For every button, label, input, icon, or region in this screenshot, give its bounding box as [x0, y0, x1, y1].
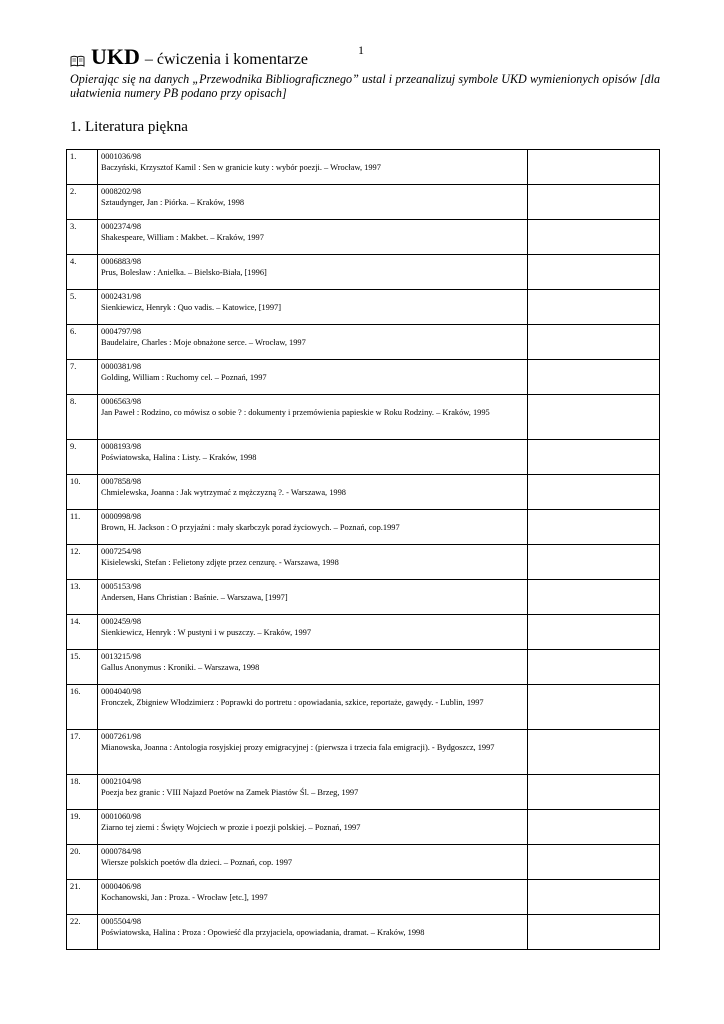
table-row: [67, 440, 660, 475]
record-bibliographic-description: Golding, William : Ruchomy cel. – Poznań, 1997: [101, 373, 267, 383]
record-id: 0000381/98: [101, 362, 142, 371]
record-description-cell: [98, 185, 528, 220]
record-number: 12.: [67, 545, 98, 580]
record-number: 19.: [67, 810, 98, 845]
table-row: [67, 880, 660, 915]
record-description-cell: [98, 325, 528, 360]
record-description-cell: [98, 545, 528, 580]
record-bibliographic-description: Jan Paweł : Rodzino, co mówisz o sobie ? : dokumenty i przemówienia papieskie w Roku Rodziny. – Kraków, 1995: [101, 408, 490, 418]
table-row: [67, 395, 660, 440]
record-description-cell: [98, 395, 528, 440]
ukd-answer-cell: [528, 150, 660, 185]
record-bibliographic-description: Prus, Bolesław : Anielka. – Bielsko-Biała, [1996]: [101, 268, 267, 278]
title-subtitle: – ćwiczenia i komentarze: [144, 51, 308, 68]
record-bibliographic-description: Gallus Anonymus : Kroniki. – Warszawa, 1998: [101, 663, 260, 673]
table-row: [67, 775, 660, 810]
record-description-cell: [98, 880, 528, 915]
record-id: 0002104/98: [101, 777, 142, 786]
table-row: [67, 810, 660, 845]
record-bibliographic-description: Baudelaire, Charles : Moje obnażone serce. – Wrocław, 1997: [101, 338, 306, 348]
record-id: 0006883/98: [101, 257, 142, 266]
record-number: 9.: [67, 440, 98, 475]
record-id: 0007254/98: [101, 547, 142, 556]
record-number: 10.: [67, 475, 98, 510]
record-bibliographic-description: Poezja bez granic : VIII Najazd Poetów na Zamek Piastów Śl. – Brzeg, 1997: [101, 788, 359, 798]
record-number: 15.: [67, 650, 98, 685]
record-description-cell: [98, 255, 528, 290]
ukd-answer-cell: [528, 360, 660, 395]
ukd-answer-cell: [528, 255, 660, 290]
record-description-cell: [98, 150, 528, 185]
ukd-answer-cell: [528, 730, 660, 775]
ukd-answer-cell: [528, 510, 660, 545]
ukd-answer-cell: [528, 545, 660, 580]
record-id: 0007261/98: [101, 732, 142, 741]
record-description-cell: [98, 360, 528, 395]
record-number: 21.: [67, 880, 98, 915]
record-number: 18.: [67, 775, 98, 810]
record-number: 3.: [67, 220, 98, 255]
record-id: 0000406/98: [101, 882, 142, 891]
record-description-cell: [98, 810, 528, 845]
record-description-cell: [98, 475, 528, 510]
record-id: 0001036/98: [101, 152, 142, 161]
table-row: [67, 360, 660, 395]
record-id: 0008202/98: [101, 187, 142, 196]
record-id: 0002431/98: [101, 292, 142, 301]
record-number: 8.: [67, 395, 98, 440]
record-bibliographic-description: Sienkiewicz, Henryk : Quo vadis. – Katowice, [1997]: [101, 303, 282, 313]
table-row: [67, 845, 660, 880]
record-description-cell: [98, 915, 528, 950]
record-description-cell: [98, 290, 528, 325]
table-row: [67, 615, 660, 650]
record-bibliographic-description: Chmielewska, Joanna : Jak wytrzymać z mężczyzną ?. - Warszawa, 1998: [101, 488, 346, 498]
record-number: 22.: [67, 915, 98, 950]
record-id: 0000784/98: [101, 847, 142, 856]
record-id: 0004040/98: [101, 687, 142, 696]
record-description-cell: [98, 730, 528, 775]
record-bibliographic-description: Andersen, Hans Christian : Baśnie. – Warszawa, [1997]: [101, 593, 288, 603]
record-description-cell: [98, 580, 528, 615]
record-bibliographic-description: Baczyński, Krzysztof Kamil : Sen w granicie kuty : wybór poezji. – Wrocław, 1997: [101, 163, 381, 173]
ukd-answer-cell: [528, 845, 660, 880]
record-number: 11.: [67, 510, 98, 545]
record-id: 0002374/98: [101, 222, 142, 231]
ukd-answer-cell: [528, 775, 660, 810]
ukd-answer-cell: [528, 440, 660, 475]
table-row: [67, 650, 660, 685]
ukd-answer-cell: [528, 290, 660, 325]
ukd-answer-cell: [528, 810, 660, 845]
page-title: [70, 44, 308, 72]
record-number: 16.: [67, 685, 98, 730]
record-number: 7.: [67, 360, 98, 395]
record-id: 0004797/98: [101, 327, 142, 336]
record-number: 6.: [67, 325, 98, 360]
record-number: 4.: [67, 255, 98, 290]
record-number: 1.: [67, 150, 98, 185]
record-id: 0005504/98: [101, 917, 142, 926]
record-description-cell: [98, 685, 528, 730]
record-id: 0001060/98: [101, 812, 142, 821]
table-row: [67, 730, 660, 775]
table-row: [67, 290, 660, 325]
table-row: [67, 325, 660, 360]
record-number: 14.: [67, 615, 98, 650]
record-bibliographic-description: Mianowska, Joanna : Antologia rosyjskiej prozy emigracyjnej : (pierwsza i trzecia fala emigracji). - Bydgoszcz, 1997: [101, 743, 495, 753]
table-row: [67, 545, 660, 580]
table-row: [67, 510, 660, 545]
table-row: [67, 475, 660, 510]
record-bibliographic-description: Sztaudynger, Jan : Piórka. – Kraków, 1998: [101, 198, 245, 208]
table-row: [67, 685, 660, 730]
record-id: 0005153/98: [101, 582, 142, 591]
record-bibliographic-description: Brown, H. Jackson : O przyjaźni : mały skarbczyk porad życiowych. – Poznań, cop.1997: [101, 523, 400, 533]
record-id: 0006563/98: [101, 397, 142, 406]
record-id: 0002459/98: [101, 617, 142, 626]
table-row: [67, 220, 660, 255]
record-number: 5.: [67, 290, 98, 325]
ukd-answer-cell: [528, 325, 660, 360]
ukd-answer-cell: [528, 615, 660, 650]
record-number: 20.: [67, 845, 98, 880]
record-bibliographic-description: Kisielewski, Stefan : Felietony zdjęte przez cenzurę. - Warszawa, 1998: [101, 558, 339, 568]
ukd-answer-cell: [528, 395, 660, 440]
record-description-cell: [98, 775, 528, 810]
record-description-cell: [98, 615, 528, 650]
ukd-answer-cell: [528, 580, 660, 615]
ukd-answer-cell: [528, 475, 660, 510]
table-row: [67, 185, 660, 220]
section-heading: 1. Literatura piękna: [70, 119, 188, 135]
record-number: 17.: [67, 730, 98, 775]
record-description-cell: [98, 510, 528, 545]
book-icon: [70, 55, 85, 67]
records-table: [66, 149, 660, 950]
record-bibliographic-description: Poświatowska, Halina : Proza : Opowieść dla przyjaciela, opowiadania, dramat. – Kraków, 1998: [101, 928, 425, 938]
page-number: 1: [358, 43, 364, 57]
ukd-answer-cell: [528, 915, 660, 950]
table-row: [67, 580, 660, 615]
record-description-cell: [98, 650, 528, 685]
record-id: 0013215/98: [101, 652, 142, 661]
record-bibliographic-description: Sienkiewicz, Henryk : W pustyni i w puszczy. – Kraków, 1997: [101, 628, 312, 638]
record-id: 0008193/98: [101, 442, 142, 451]
record-bibliographic-description: Shakespeare, William : Makbet. – Kraków, 1997: [101, 233, 264, 243]
ukd-answer-cell: [528, 650, 660, 685]
title-main: UKD: [91, 44, 140, 69]
table-row: [67, 150, 660, 185]
ukd-answer-cell: [528, 880, 660, 915]
record-bibliographic-description: Kochanowski, Jan : Proza. - Wrocław [etc.], 1997: [101, 893, 268, 903]
ukd-answer-cell: [528, 220, 660, 255]
record-description-cell: [98, 220, 528, 255]
record-description-cell: [98, 845, 528, 880]
record-bibliographic-description: Ziarno tej ziemi : Święty Wojciech w prozie i poezji polskiej. – Poznań, 1997: [101, 823, 361, 833]
record-bibliographic-description: Wiersze polskich poetów dla dzieci. – Poznań, cop. 1997: [101, 858, 293, 868]
record-number: 2.: [67, 185, 98, 220]
record-number: 13.: [67, 580, 98, 615]
record-description-cell: [98, 440, 528, 475]
ukd-answer-cell: [528, 685, 660, 730]
table-row: [67, 915, 660, 950]
instruction-text: Opierając się na danych „Przewodnika Bibliograficznego” ustal i przeanalizuj symbole UKD wymienionych opisów [dla ułatwienia numery PB podano przy opisach]: [70, 72, 660, 100]
record-bibliographic-description: Fronczek, Zbigniew Włodzimierz : Poprawki do portretu : opowiadania, szkice, reportaże, gawędy. - Lublin, 1997: [101, 698, 484, 708]
record-id: 0000998/98: [101, 512, 142, 521]
table-row: [67, 255, 660, 290]
record-bibliographic-description: Poświatowska, Halina : Listy. – Kraków, 1998: [101, 453, 257, 463]
ukd-answer-cell: [528, 185, 660, 220]
record-id: 0007858/98: [101, 477, 142, 486]
